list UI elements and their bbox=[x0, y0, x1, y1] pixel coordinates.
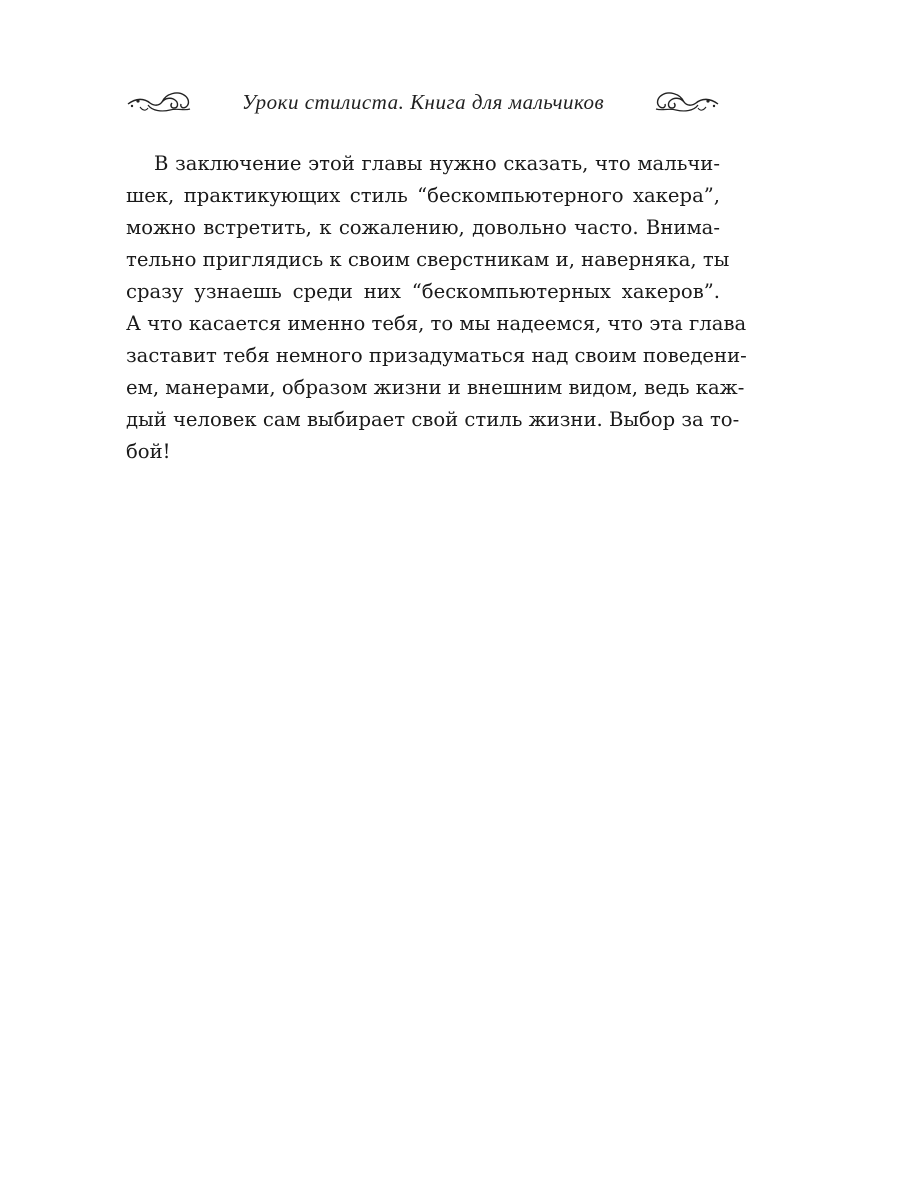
text-line: шек, практикующих стиль “бескомпьютерного хакера”, bbox=[126, 184, 720, 207]
text-line: В заключение этой главы нужно сказать, что мальчи- bbox=[154, 152, 720, 175]
text-line: тельно приглядись к своим сверстникам и, наверняка, ты bbox=[126, 248, 730, 271]
text-line: А что касается именно тебя, то мы надеемся, что эта глава bbox=[126, 312, 747, 335]
flourish-ornament-left-icon bbox=[126, 89, 192, 115]
text-line: дый человек сам выбирает свой стиль жизни. Выбор за то- bbox=[126, 408, 740, 431]
text-line: заставит тебя немного призадуматься над своим поведени- bbox=[126, 344, 747, 367]
flourish-ornament-right-icon bbox=[654, 89, 720, 115]
text-line: можно встретить, к сожалению, довольно часто. Внима- bbox=[126, 216, 720, 239]
text-line: бой! bbox=[126, 440, 171, 463]
text-line: сразу узнаешь среди них “бескомпьютерных хакеров”. bbox=[126, 280, 720, 303]
running-head-title: Уроки стилиста. Книга для мальчиков bbox=[241, 89, 605, 114]
running-head bbox=[126, 86, 720, 118]
body-paragraph bbox=[126, 148, 747, 468]
text-line: ем, манерами, образом жизни и внешним видом, ведь каж- bbox=[126, 376, 745, 399]
